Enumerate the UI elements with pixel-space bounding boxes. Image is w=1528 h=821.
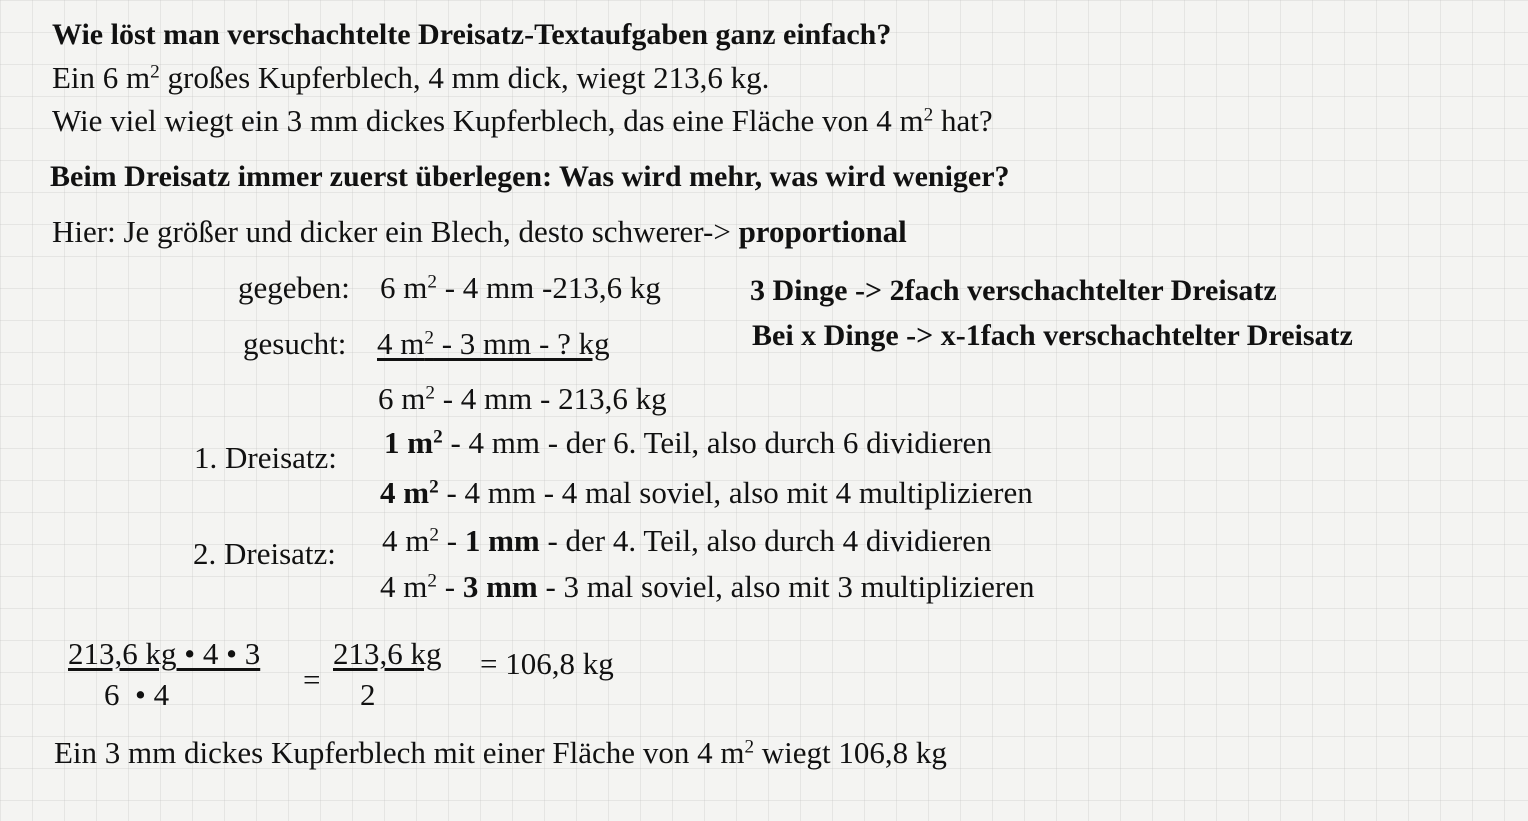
fraction-2-numerator: 213,6 kg: [333, 636, 442, 671]
dreisatz-2-step-1: 4 $m^2 - 1$ mm - der 4. Teil, also durch 4 dividieren: [382, 523, 992, 558]
note-three-things: 3 Dinge -> 2fach verschachtelter Dreisatz: [750, 274, 1277, 307]
given-values: 6 $m^2 - 4$ mm -213,6 kg: [380, 270, 661, 305]
fraction-1-denominator: 6 • 4: [104, 677, 170, 712]
dreisatz-1-step-2: 4 $m^2 - 4$ mm - 4 mal soviel, also mit 4 multiplizieren: [380, 475, 1033, 510]
proportional-hint: Hier: Je größer und dicker ein Blech, desto schwerer-> proportional: [52, 214, 907, 249]
fraction-2-denominator: 2: [360, 677, 376, 712]
dreisatz-2-label: 2. Dreisatz:: [193, 536, 336, 571]
given-label: gegeben:: [238, 270, 350, 305]
rule-heading: Beim Dreisatz immer zuerst überlegen: Was wird mehr, was wird weniger?: [50, 160, 1010, 193]
question-title: Wie löst man verschachtelte Dreisatz-Textaufgaben ganz einfach?: [52, 18, 892, 51]
start-values: 6 $m^2 - 4$ mm - 213,6 kg: [378, 381, 667, 416]
dreisatz-1-step-1: 1 $m^2 - 4$ mm - der 6. Teil, also durch 6 dividieren: [384, 425, 992, 460]
problem-line-1: Ein 6 $m^2$ großes Kupferblech, 4 mm dick, wiegt 213,6 kg.: [52, 60, 770, 95]
problem-line-2: Wie viel wiegt ein 3 mm dickes Kupferblech, das eine Fläche von 4 $m^2$ hat?: [52, 103, 993, 138]
dreisatz-2-step-2: 4 $m^2 - 3$ mm - 3 mal soviel, also mit 3 multiplizieren: [380, 569, 1035, 604]
dreisatz-1-label: 1. Dreisatz:: [194, 440, 337, 475]
note-x-things: Bei x Dinge -> x-1fach verschachtelter Dreisatz: [752, 319, 1353, 352]
sought-label: gesucht:: [243, 326, 347, 361]
final-answer: Ein 3 mm dickes Kupferblech mit einer Fläche von 4 $m^2$ wiegt 106,8 kg: [54, 735, 947, 770]
sought-values: 4 $m^2 - 3$ mm - ? kg: [377, 326, 610, 361]
equals-sign: =: [303, 662, 321, 697]
result: = 106,8 kg: [480, 646, 614, 681]
fraction-1-numerator: 213,6 kg • 4 • 3: [68, 636, 261, 671]
